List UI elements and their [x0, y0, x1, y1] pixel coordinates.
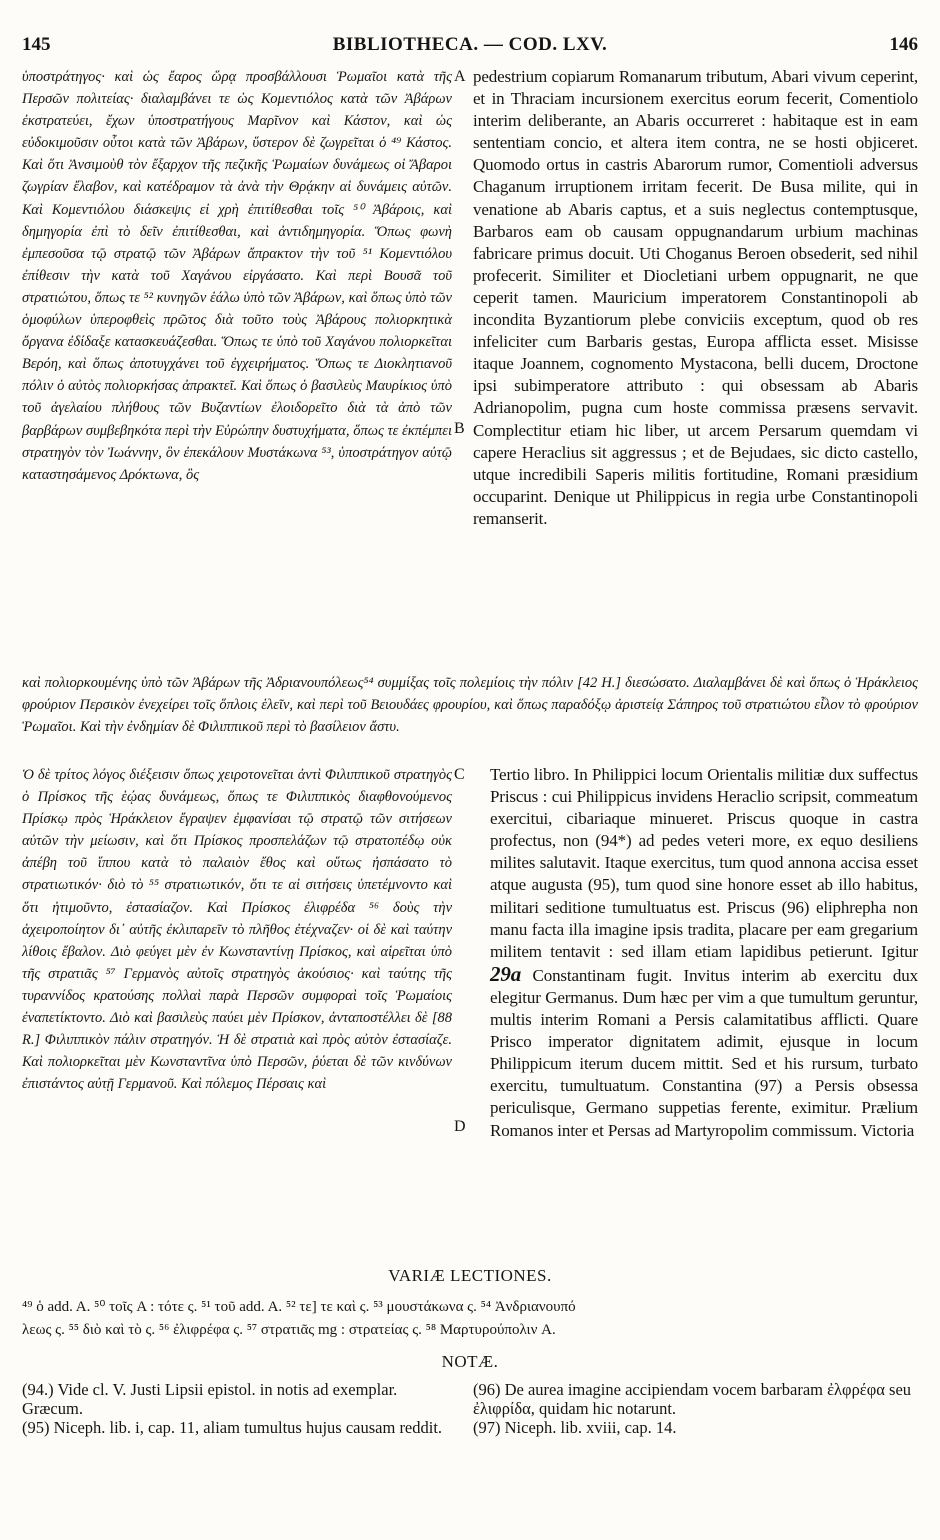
notes-right-column	[473, 1380, 918, 1437]
page-number-left: 145	[22, 34, 51, 55]
note-94: (94.) Vide cl. V. Justi Lipsii epistol. in notis ad exemplar. Græcum.	[22, 1380, 398, 1418]
running-title: BIBLIOTHECA. — COD. LXV.	[332, 34, 608, 55]
page	[22, 34, 918, 1514]
greek-column-2: Ὁ δὲ τρίτος λόγος διέξεισιν ὅπως χειροτονεῖται ἀντὶ Φιλιππικοῦ στρατηγὸς ὁ Πρίσκος τῆς ἑῴας δυνάμεως, ὅπως τε Φιλιππικὸς διαφθονούμενος Πρίσκῳ πρὸς Ἡράκλειον ἔγραψεν ἐμφανίσαι τῷ στρατῷ τῶν σιτήσεων αὐτῶν τὴν μείωσιν, καὶ ὅτι Πρίσκος προσπελάζων τῷ στρατοπέδῳ οὐκ ἀπέβη τοῦ ἵππου κατὰ τὸ παλαιὸν ἔθος καὶ οὕτως ἠσπάσατο τὸ στρατιωτικόν· διὸ τὸ ⁵⁵ στρατιωτικόν, ὅτι τε αἱ σιτήσεις ὑπετέμνοντο καὶ ὅτι ἠτιμοῦντο, ἐστασίαζον. Καὶ Πρίσκος ἐλιφρέδα ⁵⁶ δοὺς τὴν ἀχειροποίητον δι᾽ αὐτῆς ἐκλιπαρεῖν τὸ πλῆθος ἐτέχναζεν· οἱ δὲ καὶ ταύτην λίθοις ἔβαλον. Διὸ φεύγει μὲν ἐν Κωνσταντίνῃ Πρίσκος, καὶ αἱρεῖται ὑπὸ τῆς στρατιᾶς ⁵⁷ Γερμανὸς αὐτοῖς στρατηγὸς ἀκούσιος· καὶ ταύτης τῆς τυραννίδος κρατούσης πολλαὶ παρὰ Περσῶν συμφοραὶ τοῖς Ῥωμαίοις ἐναπετίκτοντο. Διὸ καὶ βασιλεὺς παύει μὲν Πρίσκον, ἀνταποστέλλει δὲ [88 R.] Φιλιππικὸν πάλιν στρατηγόν. Ἡ δὲ στρατιὰ καὶ πρὸς αὐτὸν ἐστασίαζε. Καὶ πολιορκεῖται μὲν Κωνσταντῖνα ὑπὸ Περσῶν, ῥύεται δὲ τῶν κινδύνων ἐπιστάντος αὐτῇ Γερμανοῦ. Καὶ πόλεμος Πέρσαις καὶ	[22, 767, 452, 1093]
margin-marker-c: C	[454, 766, 465, 783]
latin-text-part-1: Tertio libro. In Philippici locum Orientalis militiæ dux suffectus Priscus : cui Philippicus invidens Heraclio scripsit, commeatum exercitui, cibariaque minueret. Priscus quoque in castra profectus, non (94*) ad pedes veteri more, ex equo desiliens milites salutavit. Itaque exercitus, tum quod annona accisa esset atque augusta (95), tum quod sine honore esset ab illo habitus, militari seditione tumultuatus est. Priscus (96) eliphrepha non manu facta illa imagine ipsis tradita, placare per eam gregarium militem tentavit : sed illam etiam lapidibus petierunt. Igitur	[490, 765, 918, 961]
greek-column-1: ὑποστράτηγος· καὶ ὡς ἔαρος ὥρᾳ προσβάλλουσι Ῥωμαῖοι κατὰ τῆς Περσῶν πολιτείας· διαλαμβάνει τε ὡς Κομεντιόλος κατὰ τῶν Ἀβάρων ἐκστρατεύει, ἔχων ὑποστρατήγους Μαρῖνον καὶ Κάστον, καὶ ὡς εὐδοκιμοῦσιν οὗτοι κατὰ τῶν Ἀβάρων, ὕστερον δὲ ζωγρεῖται ὁ ⁴⁹ Κάστος. Καὶ ὅτι Ἀνσιμοὺθ τὸν ἔξαρχον τῆς πεζικῆς Ῥωμαίων δυνάμεως οἱ Ἄβαροι ζωγρίαν ἔλαβον, καὶ κατέδραμον τὰ ἀνὰ τὴν Θρᾴκην αἱ δυνάμεις αὐτῶν. Καὶ Κομεντιόλου διάσκεψις εἰ χρὴ ἐπιτίθεσθαι τοῖς ⁵⁰ Ἀβάροις, καὶ δημηγορία ἐπὶ τὸ δεῖν ἐπιτίθεσθαι, καὶ ἀντιδημηγορία. Ὅπως φωνὴ ἐμπεσοῦσα τῷ στρατῷ τῶν Ἀβάρων ἄπρακτον τὴν τοῦ ⁵¹ Κομεντιόλου ἐπίθεσιν τὴν κατὰ τοῦ Χαγάνου εἰργάσατο. Καὶ περὶ Βουσᾶ τοῦ στρατιώτου, ὅπως τε ⁵² κυνηγῶν ἑάλω ὑπὸ τῶν Ἀβάρων, καὶ ὅπως ὑπὸ τῶν ὁμοφύλων ὑπεροφθεὶς πρῶτος διὰ τοῦτο τοὺς Ἀβάρους πολιορκητικὰ ὄργανα ἐδίδαξε κατασκευάζεσθαι. Ὅπως τε ὑπὸ τοῦ Χαγάνου πολιορκεῖται Βερόη, καὶ ὅπως ἀποτυγχάνει τοῦ ἐγχειρήματος. Ὅπως τε Διοκλητιανοῦ πόλιν ὁ αὐτὸς πολιορκήσας ἀπρακτεῖ. Καὶ ὅπως ὁ βασιλεὺς Μαυρίκιος ὑπὸ τοῦ ἀγελαίου πλήθους τῶν Βυζαντίων ἐλοιδορεῖτο διὰ τὰ ἀπὸ τῶν βαρβάρων συμβεβηκότα περὶ τὴν Εὐρώπην δυστυχήματα, ὅπως τε ἐκπέμπει στρατηγὸν τὸν Ἰωάννην, ὃν ἐπεκάλουν Μυστάκωνα ⁵³, ὑποστράτηγον αὐτῷ καταστησάμενος Δρόκτωνα, ὃς	[22, 69, 452, 483]
note-96: (96) De aurea imagine accipiendam vocem barbaram ἐλφρέφα seu ἐλιφρίδα, quidam hic notarunt.	[473, 1380, 912, 1418]
notes-left-column	[22, 1380, 452, 1437]
running-header	[22, 34, 918, 64]
variae-line-1: ⁴⁹ ὁ add. A. ⁵⁰ τοῖς A : τότε ς. ⁵¹ τοῦ add. A. ⁵² τε] τε καὶ ς. ⁵³ μουστάκωνα ς. ⁵⁴ Ἀνδριανουπό	[22, 1299, 576, 1315]
folio-marker: 29a	[490, 961, 522, 986]
margin-marker-a: A	[454, 68, 466, 85]
latin-text-part-2: Constantinam fugit. Invitus interim ab exercitu dux elegitur Germanus. Dum hæc per vim a que tumultum geruntur, multis interim Romani a Persis calamitatibus afflicti. Quare Prisco imperator dignitatem adimit, ejusque in locum Philippicum iterum ducem mittit. Sed et his rursum, turbato exercitu, tumultuatum. Constantina (97) a Persis obsessa periculisque, Germano suppetias ferente, eximitur. Prælium Romanos inter et Persas ad Martyropolim commissum. Victoria	[490, 965, 918, 1140]
latin-column-2	[490, 764, 918, 1142]
variae-lectiones	[22, 1296, 918, 1342]
margin-marker-b: B	[454, 420, 465, 437]
page-number-right: 146	[889, 34, 918, 55]
latin-column-1: pedestrium copiarum Romanarum tributum, Abari vivum ceperint, et in Thraciam incursionem exercitus eorum fecerit, Comentiolo interim deliberante, an Abaris occurreret : habitaque est in eam sententiam concio, et altera item contra, ne se hosti objiceret. Quomodo ortus in castris Abarorum rumor, Comentioli adversus Chaganum irruptionem irritam fecerit. De Busa milite, qui in venatione ab Abaris captus, et a suis neglectus contemptusque, Barbaros eam ob causam oppugnandarum urbium machinas fabricare primus docuit. Uti Choganus Beroen obsederit, sed nihil profecerit. Similiter et Diocletiani urbem oppugnarit, ne que ceperit tamen. Mauricium imperatorem Constantinopoli ab incondita Byzantiorum plebe conviciis exceptum, quod ob res infeliciter cum Barbaris gestas, Europa afflicta esset. Misisse itaque Joannem, cognomento Mystacona, belli ducem, Droctone ipsi subimperatore attributo : qui obsessam ab Abaris Adrianopolim, pugna cum hoste commissa præsens servavit. Complectitur etiam hic liber, ut arcem Persarum quemdam vi capere Heraclius sit aggressus ; et de Bejudaes, sic dicto castello, utque incredibili Saperis militis fortitudine, Romani præsidium occuparint. Denique ut Philippicus in regia urbe Constantinopoli remanserit.	[473, 67, 918, 528]
variae-lectiones-title: VARIÆ LECTIONES.	[388, 1266, 552, 1285]
notae-title: NOTÆ.	[441, 1352, 499, 1371]
note-95: (95) Niceph. lib. i, cap. 11, aliam tumultus hujus causam reddit.	[22, 1418, 443, 1437]
greek-full-width-paragraph: καὶ πολιορκουμένης ὑπὸ τῶν Ἀβάρων τῆς Ἀδριανουπόλεως⁵⁴ συμμίξας τοῖς πολεμίοις τὴν πόλιν [42 H.] διεσώσατο. Διαλαμβάνει δὲ καὶ ὅπως ὁ Ἡράκλειος φρούριον Περσικὸν ἐνεχείρει τοῖς ὅπλοις ἑλεῖν, καὶ περὶ τοῦ Βειουδάες φρουρίου, καὶ ὅπως παραδόξῳ ἀριστείᾳ Σάπηρος τοῦ στρατιώτου εἷλον τὸ φρούριον Ῥωμαῖοι. Καὶ τὴν ἐνδημίαν δὲ Φιλιππικοῦ περὶ τὸ βασίλειον ἄστυ.	[22, 675, 918, 735]
margin-marker-d: D	[454, 1118, 466, 1135]
variae-line-2: λεως ς. ⁵⁵ διὸ καὶ τὸ ς. ⁵⁶ ἐλιφρέφα ς. ⁵⁷ στρατιᾶς mg : στρατείας ς. ⁵⁸ Μαρτυρούπολιν A.	[22, 1322, 556, 1338]
note-97: (97) Niceph. lib. xviii, cap. 14.	[473, 1418, 677, 1437]
